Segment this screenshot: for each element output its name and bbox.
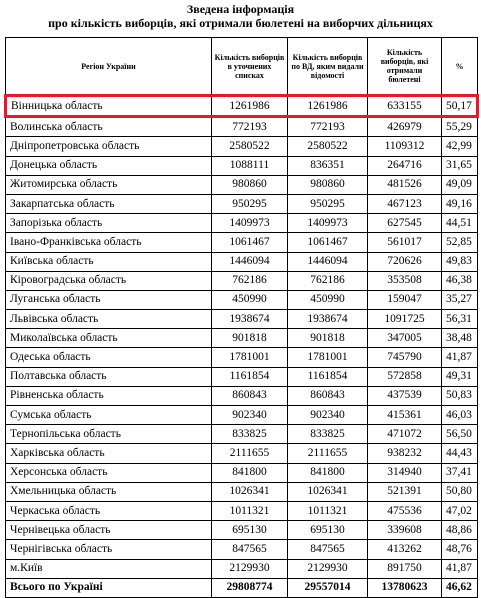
percent-cell: 44,51 bbox=[442, 214, 478, 233]
voters-given-statements-cell: 772193 bbox=[288, 117, 368, 137]
table-row bbox=[6, 444, 478, 463]
ballots-received-cell: 413262 bbox=[368, 540, 442, 559]
voters-given-statements-cell: 1261986 bbox=[288, 96, 368, 117]
ballots-received-cell: 353508 bbox=[368, 271, 442, 290]
table-row bbox=[6, 367, 478, 386]
table-row bbox=[6, 386, 478, 405]
voters-given-statements-cell: 762186 bbox=[288, 271, 368, 290]
voters-in-lists-cell: 1088111 bbox=[212, 156, 288, 175]
voters-in-lists-cell: 772193 bbox=[212, 117, 288, 137]
table-row bbox=[6, 271, 478, 290]
table-row bbox=[6, 406, 478, 425]
voters-in-lists-cell: 1409973 bbox=[212, 214, 288, 233]
header-voters-received-ballots: Кількість виборців, які отримали бюлетені bbox=[368, 38, 442, 96]
ballots-received-cell: 521391 bbox=[368, 482, 442, 501]
voters-given-statements-cell: 860843 bbox=[288, 386, 368, 405]
ballots-received-cell: 891750 bbox=[368, 559, 442, 578]
ballots-received-cell: 475536 bbox=[368, 501, 442, 520]
table-row bbox=[6, 290, 478, 309]
region-cell: Чернігівська область bbox=[6, 540, 212, 559]
voters-given-statements-cell: 833825 bbox=[288, 425, 368, 444]
percent-cell: 49,09 bbox=[442, 175, 478, 194]
voters-in-lists-cell: 1026341 bbox=[212, 482, 288, 501]
ballots-received-cell: 467123 bbox=[368, 194, 442, 213]
percent-cell: 46,62 bbox=[442, 578, 478, 597]
region-cell: Чернівецька область bbox=[6, 521, 212, 540]
ballots-received-cell: 633155 bbox=[368, 96, 442, 117]
header-voters-in-lists: Кількість виборців в уточнених списках bbox=[212, 38, 288, 96]
percent-cell: 49,83 bbox=[442, 252, 478, 271]
percent-cell: 41,87 bbox=[442, 348, 478, 367]
percent-cell: 50,17 bbox=[442, 96, 478, 117]
table-row bbox=[6, 175, 478, 194]
region-cell: Херсонська область bbox=[6, 463, 212, 482]
region-cell: Львівська область bbox=[6, 310, 212, 329]
voters-given-statements-cell: 841800 bbox=[288, 463, 368, 482]
region-cell: Волинська область bbox=[6, 117, 212, 137]
voters-in-lists-cell: 860843 bbox=[212, 386, 288, 405]
voters-given-statements-cell: 1061467 bbox=[288, 233, 368, 252]
region-cell: Харківська область bbox=[6, 444, 212, 463]
region-cell: Тернопільська область bbox=[6, 425, 212, 444]
table-row bbox=[6, 310, 478, 329]
voters-in-lists-cell: 1938674 bbox=[212, 310, 288, 329]
region-cell: Миколаївська область bbox=[6, 329, 212, 348]
voters-in-lists-cell: 2129930 bbox=[212, 559, 288, 578]
ballots-received-cell: 572858 bbox=[368, 367, 442, 386]
voters-in-lists-cell: 833825 bbox=[212, 425, 288, 444]
ballots-received-cell: 1109312 bbox=[368, 137, 442, 156]
table-row bbox=[6, 482, 478, 501]
region-cell: Закарпатська область bbox=[6, 194, 212, 213]
table-row bbox=[6, 194, 478, 213]
voters-in-lists-cell: 695130 bbox=[212, 521, 288, 540]
voters-in-lists-cell: 1061467 bbox=[212, 233, 288, 252]
voters-in-lists-cell: 847565 bbox=[212, 540, 288, 559]
percent-cell: 46,38 bbox=[442, 271, 478, 290]
voters-in-lists-cell: 2580522 bbox=[212, 137, 288, 156]
voters-in-lists-cell: 450990 bbox=[212, 290, 288, 309]
document-title: Зведена інформація bbox=[186, 2, 295, 16]
voters-in-lists-cell: 841800 bbox=[212, 463, 288, 482]
percent-cell: 56,31 bbox=[442, 310, 478, 329]
percent-cell: 44,43 bbox=[442, 444, 478, 463]
voters-in-lists-cell: 2111655 bbox=[212, 444, 288, 463]
voters-given-statements-cell: 695130 bbox=[288, 521, 368, 540]
table-row bbox=[6, 233, 478, 252]
table-row bbox=[6, 463, 478, 482]
ballots-received-cell: 627545 bbox=[368, 214, 442, 233]
ballots-received-cell: 720626 bbox=[368, 252, 442, 271]
voters-given-statements-cell: 2129930 bbox=[288, 559, 368, 578]
ballots-received-cell: 339608 bbox=[368, 521, 442, 540]
voters-given-statements-cell: 450990 bbox=[288, 290, 368, 309]
voters-given-statements-cell: 1781001 bbox=[288, 348, 368, 367]
table-row bbox=[6, 501, 478, 520]
voters-in-lists-cell: 762186 bbox=[212, 271, 288, 290]
header-region: Регіон України bbox=[6, 38, 212, 96]
ballots-received-cell: 481526 bbox=[368, 175, 442, 194]
table-row bbox=[6, 252, 478, 271]
voters-given-statements-cell: 836351 bbox=[288, 156, 368, 175]
voters-given-statements-cell: 1409973 bbox=[288, 214, 368, 233]
voters-given-statements-cell: 847565 bbox=[288, 540, 368, 559]
total-row bbox=[6, 578, 478, 597]
ballots-received-cell: 264716 bbox=[368, 156, 442, 175]
table-row bbox=[6, 521, 478, 540]
voters-given-statements-cell: 901818 bbox=[288, 329, 368, 348]
voters-in-lists-cell: 1161854 bbox=[212, 367, 288, 386]
header-voters-given-statements: Кількість виборців по ВД, яким видали відомості bbox=[288, 38, 368, 96]
percent-cell: 47,02 bbox=[442, 501, 478, 520]
voters-given-statements-cell: 902340 bbox=[288, 406, 368, 425]
voters-in-lists-cell: 902340 bbox=[212, 406, 288, 425]
percent-cell: 41,87 bbox=[442, 559, 478, 578]
voters-in-lists-cell: 980860 bbox=[212, 175, 288, 194]
table-row bbox=[6, 156, 478, 175]
percent-cell: 37,41 bbox=[442, 463, 478, 482]
voters-given-statements-cell: 1446094 bbox=[288, 252, 368, 271]
voters-given-statements-cell: 29557014 bbox=[288, 578, 368, 597]
ballots-received-cell: 561017 bbox=[368, 233, 442, 252]
ballots-received-cell: 347005 bbox=[368, 329, 442, 348]
voters-given-statements-cell: 1161854 bbox=[288, 367, 368, 386]
ballots-received-cell: 415361 bbox=[368, 406, 442, 425]
region-cell: Всього по Україні bbox=[6, 578, 212, 597]
table-row bbox=[6, 329, 478, 348]
region-cell: Донецька область bbox=[6, 156, 212, 175]
voters-given-statements-cell: 980860 bbox=[288, 175, 368, 194]
region-cell: Запорізька область bbox=[6, 214, 212, 233]
percent-cell: 31,65 bbox=[442, 156, 478, 175]
percent-cell: 35,27 bbox=[442, 290, 478, 309]
voters-table bbox=[4, 37, 479, 598]
voters-given-statements-cell: 1011321 bbox=[288, 501, 368, 520]
table-row bbox=[6, 559, 478, 578]
table-row bbox=[6, 540, 478, 559]
region-cell: Полтавська область bbox=[6, 367, 212, 386]
voters-given-statements-cell: 2580522 bbox=[288, 137, 368, 156]
table-row bbox=[6, 117, 478, 137]
region-cell: Вінницька область bbox=[6, 96, 212, 117]
voters-in-lists-cell: 29808774 bbox=[212, 578, 288, 597]
voters-given-statements-cell: 1938674 bbox=[288, 310, 368, 329]
voters-in-lists-cell: 901818 bbox=[212, 329, 288, 348]
ballots-received-cell: 314940 bbox=[368, 463, 442, 482]
region-cell: Черкаська область bbox=[6, 501, 212, 520]
ballots-received-cell: 13780623 bbox=[368, 578, 442, 597]
voters-in-lists-cell: 950295 bbox=[212, 194, 288, 213]
voters-in-lists-cell: 1261986 bbox=[212, 96, 288, 117]
percent-cell: 49,16 bbox=[442, 194, 478, 213]
region-cell: Хмельницька область bbox=[6, 482, 212, 501]
table-row bbox=[6, 137, 478, 156]
region-cell: Івано-Франківська область bbox=[6, 233, 212, 252]
region-cell: Луганська область bbox=[6, 290, 212, 309]
voters-in-lists-cell: 1446094 bbox=[212, 252, 288, 271]
percent-cell: 49,31 bbox=[442, 367, 478, 386]
percent-cell: 52,85 bbox=[442, 233, 478, 252]
percent-cell: 50,80 bbox=[442, 482, 478, 501]
voters-in-lists-cell: 1011321 bbox=[212, 501, 288, 520]
percent-cell: 46,03 bbox=[442, 406, 478, 425]
region-cell: Дніпропетровська область bbox=[6, 137, 212, 156]
percent-cell: 42,99 bbox=[442, 137, 478, 156]
header-percent: % bbox=[442, 38, 478, 96]
ballots-received-cell: 938232 bbox=[368, 444, 442, 463]
percent-cell: 48,86 bbox=[442, 521, 478, 540]
ballots-received-cell: 426979 bbox=[368, 117, 442, 137]
ballots-received-cell: 745790 bbox=[368, 348, 442, 367]
ballots-received-cell: 471072 bbox=[368, 425, 442, 444]
voters-given-statements-cell: 2111655 bbox=[288, 444, 368, 463]
percent-cell: 50,83 bbox=[442, 386, 478, 405]
table-header-row bbox=[6, 38, 478, 96]
table-row bbox=[6, 96, 478, 117]
ballots-received-cell: 1091725 bbox=[368, 310, 442, 329]
table-row bbox=[6, 214, 478, 233]
table-row bbox=[6, 348, 478, 367]
ballots-received-cell: 159047 bbox=[368, 290, 442, 309]
region-cell: Одеська область bbox=[6, 348, 212, 367]
region-cell: Кіровоградська область bbox=[6, 271, 212, 290]
percent-cell: 55,29 bbox=[442, 117, 478, 137]
region-cell: Київська область bbox=[6, 252, 212, 271]
region-cell: м.Київ bbox=[6, 559, 212, 578]
region-cell: Сумська область bbox=[6, 406, 212, 425]
voters-given-statements-cell: 1026341 bbox=[288, 482, 368, 501]
ballots-received-cell: 437539 bbox=[368, 386, 442, 405]
region-cell: Житомирська область bbox=[6, 175, 212, 194]
voters-in-lists-cell: 1781001 bbox=[212, 348, 288, 367]
voters-given-statements-cell: 950295 bbox=[288, 194, 368, 213]
percent-cell: 38,48 bbox=[442, 329, 478, 348]
percent-cell: 48,76 bbox=[442, 540, 478, 559]
document-subtitle: про кількість виборців, які отримали бюлетені на виборчих дільницях bbox=[48, 16, 433, 30]
percent-cell: 56,50 bbox=[442, 425, 478, 444]
region-cell: Рівненська область bbox=[6, 386, 212, 405]
table-row bbox=[6, 425, 478, 444]
